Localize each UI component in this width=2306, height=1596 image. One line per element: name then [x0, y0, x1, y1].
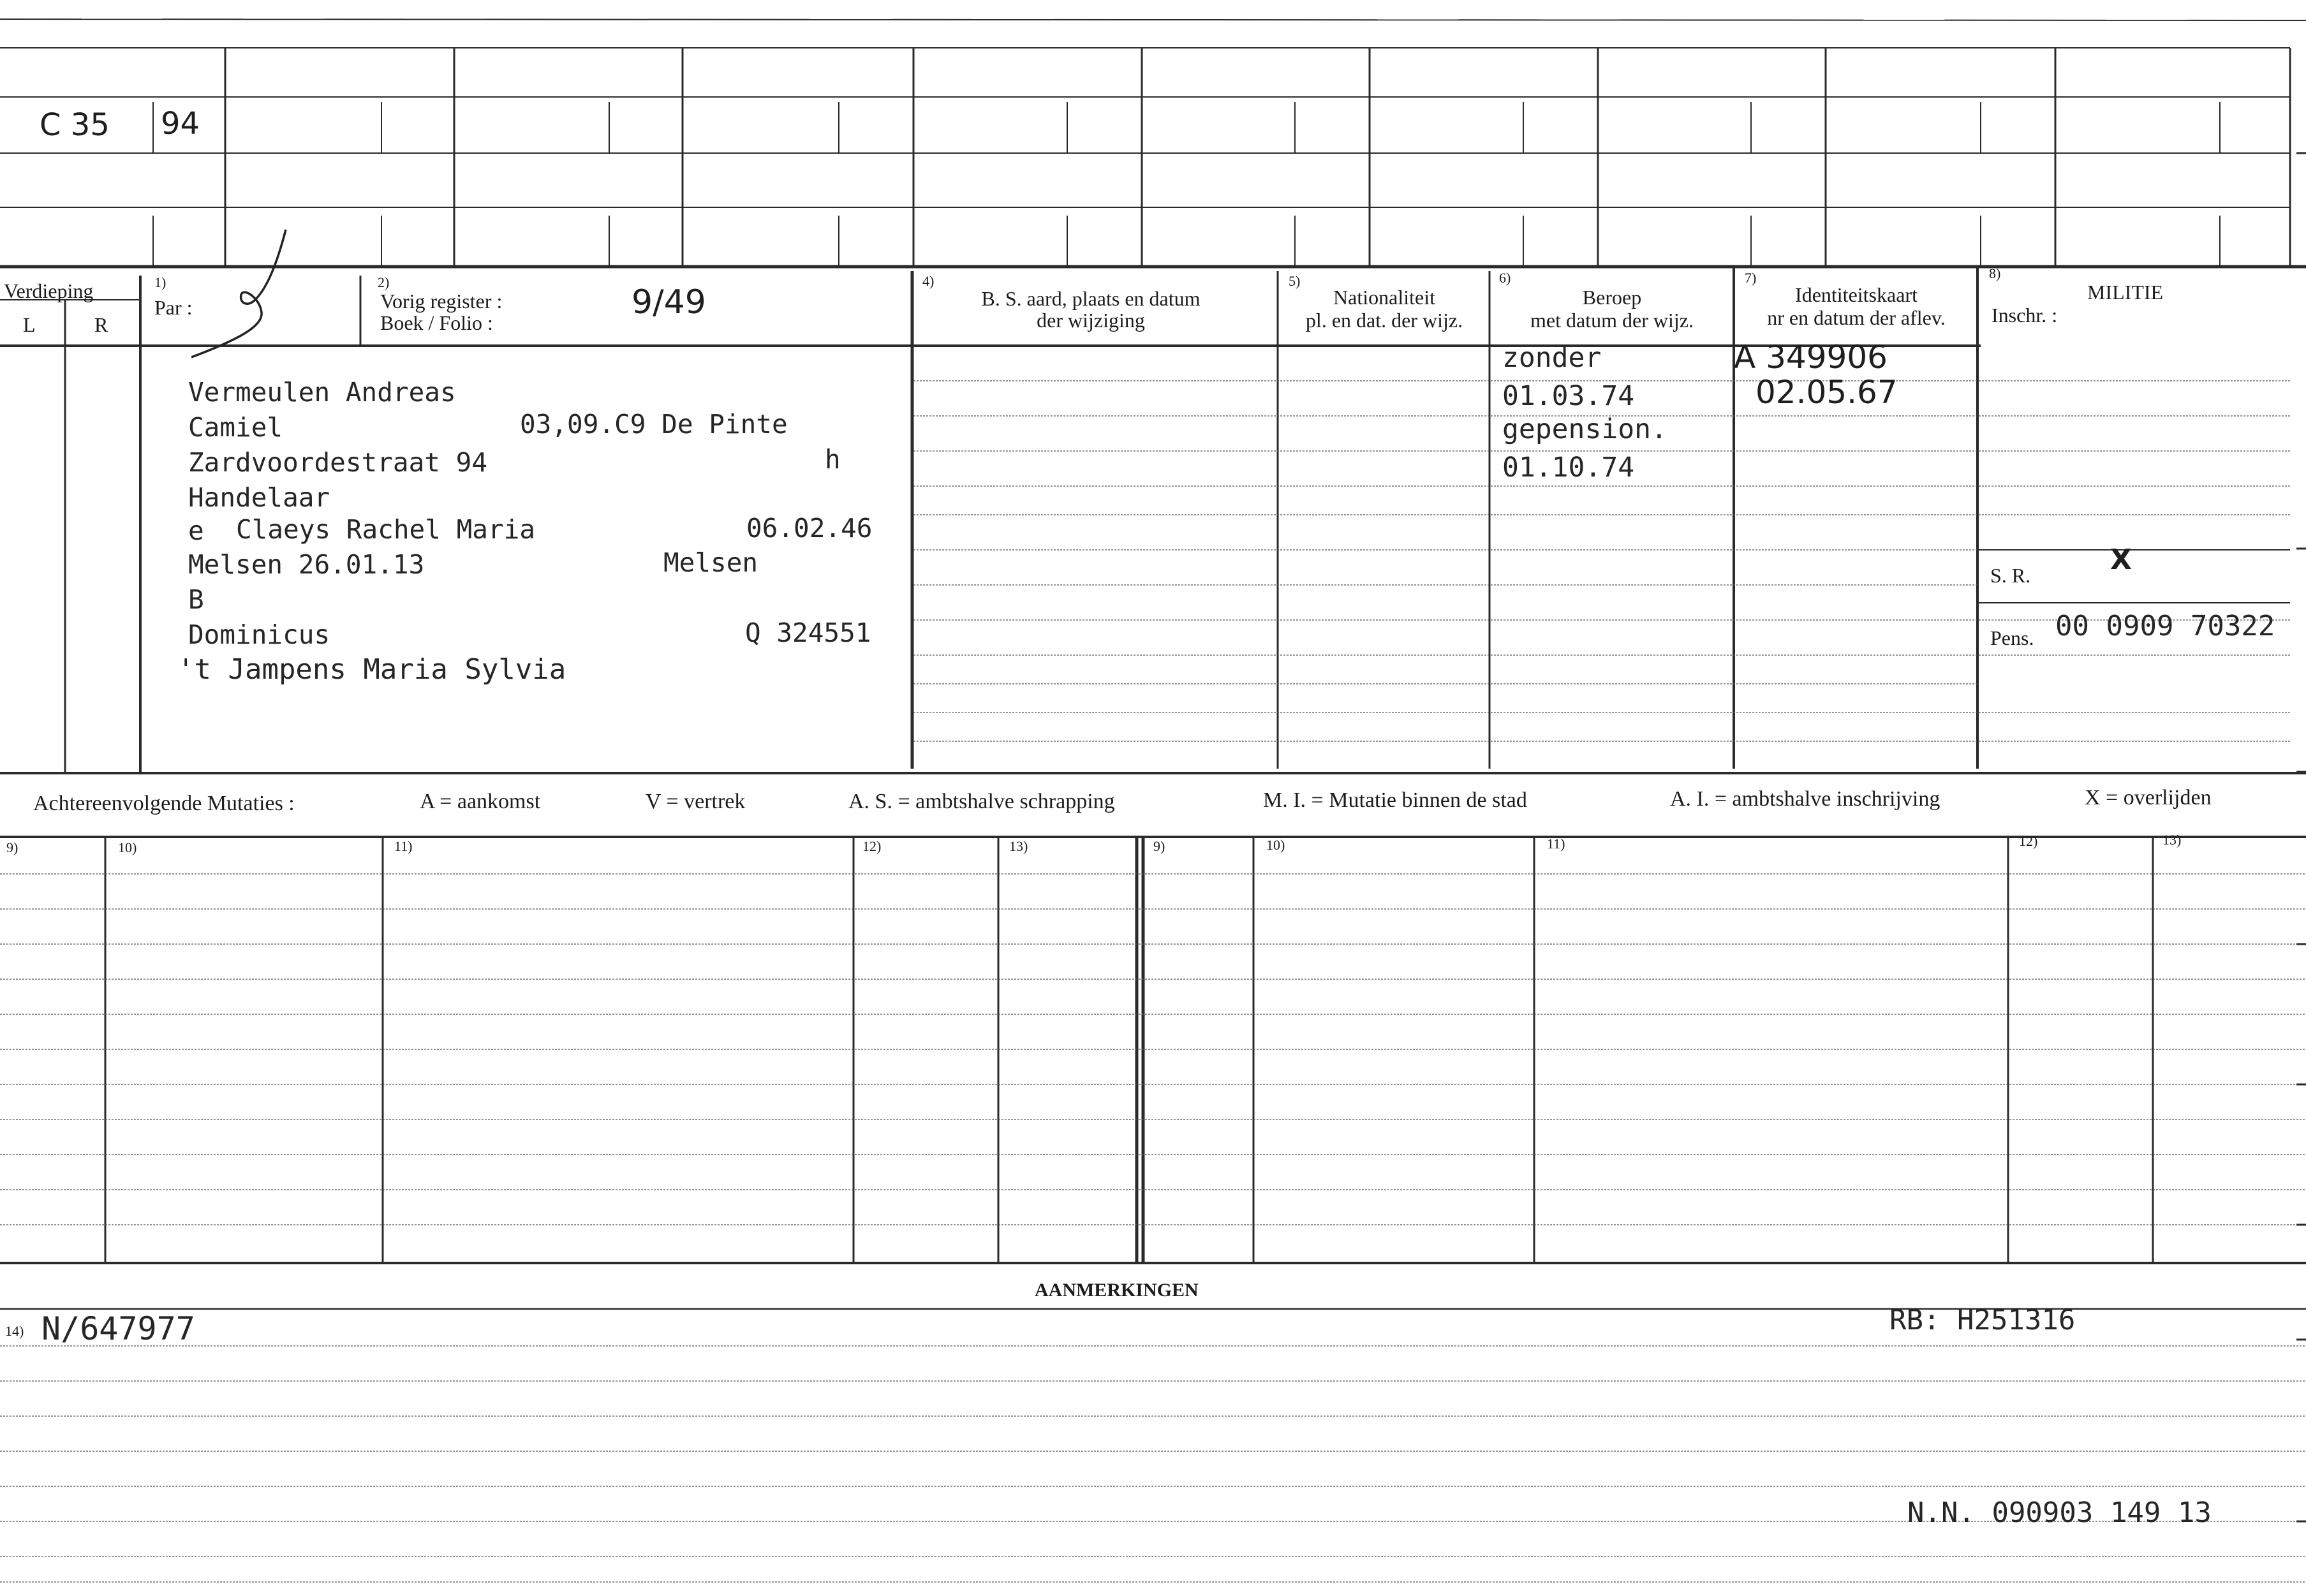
- register-code: C 35: [40, 107, 110, 143]
- mutation-col-9: 9): [6, 839, 18, 855]
- person-sex: h: [825, 444, 841, 475]
- field-number-1: 1): [154, 274, 166, 290]
- nationaliteit-label-2: pl. en dat. der wijz.: [1305, 309, 1463, 332]
- religion: Dominicus: [188, 619, 330, 650]
- mutation-col-10: 10): [118, 839, 137, 855]
- mutation-col-12b: 12): [2019, 833, 2038, 849]
- mutation-col-10b: 10): [1266, 837, 1285, 853]
- legend-ambtshalve-inschrijving: A. I. = ambtshalve inschrijving: [1670, 787, 1940, 811]
- person-profession: Handelaar: [188, 482, 330, 513]
- beroep-entry-3: gepension.: [1502, 413, 1667, 445]
- verdieping-left-label: L: [23, 313, 36, 336]
- field-number-14: 14): [5, 1323, 24, 1339]
- nationality-code: B: [188, 584, 204, 615]
- field-number-7: 7): [1745, 270, 1757, 286]
- beroep-entry-2: 01.03.74: [1502, 380, 1635, 412]
- spouse-name: Claeys Rachel Maria: [236, 514, 535, 545]
- verdieping-label: Verdieping: [4, 279, 94, 302]
- beroep-entry-1: zonder: [1502, 342, 1602, 374]
- person-firstname: Camiel: [188, 412, 283, 443]
- person-name: Vermeulen Andreas: [188, 377, 456, 408]
- field-number-4: 4): [922, 273, 935, 289]
- pens-label: Pens.: [1990, 626, 2034, 649]
- person-id: Q 324551: [745, 617, 871, 648]
- beroep-label-2: met datum der wijz.: [1530, 309, 1694, 332]
- remarks-entry: N/647977: [41, 1310, 195, 1347]
- legend-mutatie-stad: M. I. = Mutatie binnen de stad: [1263, 788, 1527, 812]
- beroep-entry-4: 01.10.74: [1502, 452, 1635, 484]
- legend-ambtshalve-schrapping: A. S. = ambtshalve schrapping: [848, 790, 1115, 813]
- par-label: Par :: [154, 296, 193, 319]
- legend-vertrek: V = vertrek: [646, 790, 746, 813]
- id-card-date: 02.05.67: [1755, 374, 1898, 411]
- parent-name: 't Jampens Maria Sylvia: [177, 653, 566, 686]
- inschr-label: Inschr. :: [1992, 304, 2058, 327]
- remarks-title: AANMERKINGEN: [1035, 1280, 1199, 1301]
- sr-label: S. R.: [1990, 564, 2031, 587]
- marriage-date: 06.02.46: [746, 513, 873, 543]
- sr-value: X: [2110, 543, 2132, 576]
- verdieping-right-label: R: [94, 313, 108, 336]
- person-birth: 03,09.C9 De Pinte: [520, 409, 788, 440]
- mutation-col-13b: 13): [2162, 832, 2182, 848]
- bs-label: B. S. aard, plaats en datum: [981, 287, 1201, 310]
- spouse-birth: Melsen 26.01.13: [188, 549, 425, 580]
- rb-number: RB: H251316: [1889, 1304, 2076, 1336]
- identiteitskaart-label-2: nr en datum der aflev.: [1767, 306, 1946, 329]
- field-number-6: 6): [1499, 270, 1511, 286]
- vorig-register-label: Vorig register :: [380, 290, 503, 313]
- register-number: 94: [161, 106, 200, 142]
- mutation-col-13: 13): [1009, 838, 1028, 854]
- pens-value: 00 0909 70322: [2055, 610, 2275, 642]
- mutation-col-11b: 11): [1547, 836, 1565, 852]
- nationaliteit-label: Nationaliteit: [1333, 286, 1435, 309]
- spouse-place: Melsen: [663, 547, 758, 578]
- bs-label-2: der wijziging: [1037, 309, 1145, 332]
- boek-folio-label: Boek / Folio :: [380, 311, 493, 334]
- legend-overlijden: X = overlijden: [2085, 786, 2212, 809]
- identiteitskaart-label: Identiteitskaart: [1795, 283, 1918, 306]
- mutation-col-11: 11): [394, 838, 413, 854]
- id-card-number: A 349906: [1734, 339, 1888, 376]
- legend-title: Achtereenvolgende Mutaties :: [33, 792, 295, 815]
- mutation-col-9b: 9): [1153, 838, 1165, 854]
- militie-label: MILITIE: [2087, 281, 2164, 304]
- beroep-label: Beroep: [1582, 286, 1642, 309]
- signature-stroke: [191, 223, 293, 370]
- field-number-5: 5): [1289, 273, 1301, 289]
- spouse-prefix: e: [188, 515, 204, 546]
- field-number-2: 2): [378, 274, 390, 290]
- vorig-register-value: 9/49: [632, 283, 706, 321]
- legend-aankomst: A = aankomst: [420, 790, 541, 813]
- person-street: Zardvoordestraat 94: [188, 447, 487, 478]
- field-number-8: 8): [1989, 265, 2001, 281]
- nn-number: N.N. 090903 149 13: [1907, 1496, 2212, 1529]
- mutation-col-12: 12): [862, 838, 882, 854]
